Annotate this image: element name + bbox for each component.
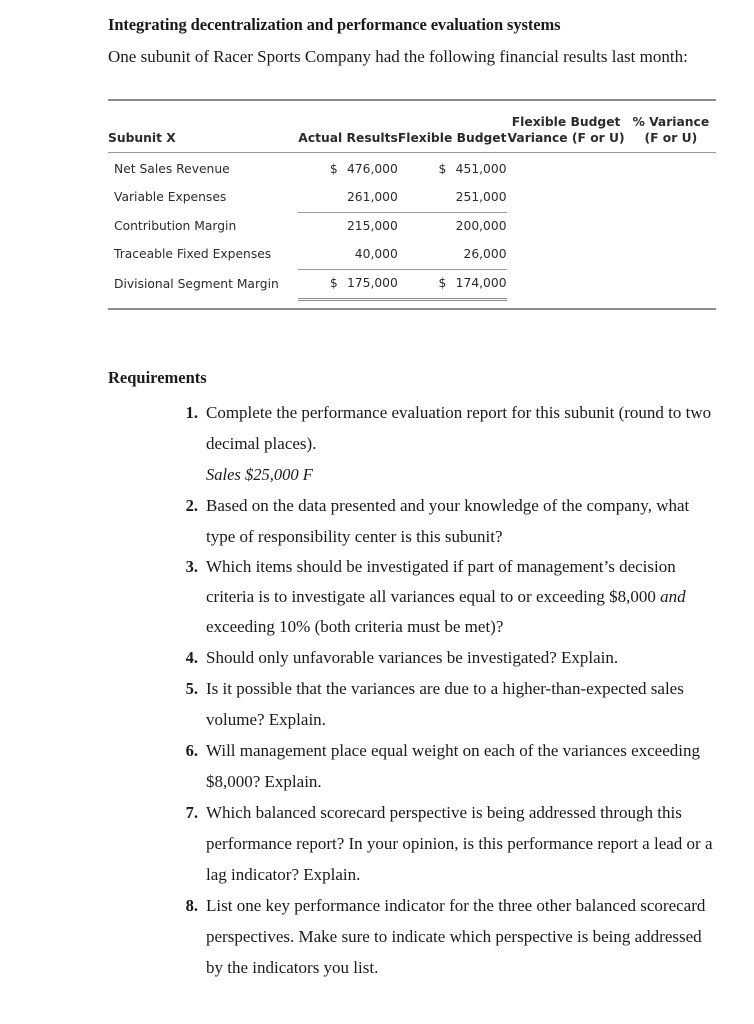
table-header-row bbox=[108, 101, 716, 153]
row-label: Variable Expenses bbox=[114, 190, 227, 205]
requirements-heading: Requirements bbox=[108, 367, 207, 387]
table-row bbox=[108, 184, 716, 213]
cell-value: 26,000 bbox=[463, 247, 507, 261]
cell-flexible-budget-variance bbox=[507, 184, 626, 213]
table-row bbox=[108, 212, 716, 241]
item-number: 8. bbox=[185, 895, 198, 915]
table-bottom-rule bbox=[108, 308, 716, 310]
requirements-list bbox=[108, 397, 716, 983]
currency-symbol: $ bbox=[329, 162, 338, 176]
item-number: 2. bbox=[185, 495, 198, 515]
cell-percent-variance bbox=[626, 241, 716, 270]
cell-value: 251,000 bbox=[455, 190, 507, 204]
column-header-line2: Variance (F or U) bbox=[507, 130, 625, 145]
column-header-percent-variance bbox=[626, 101, 716, 153]
table-row bbox=[108, 269, 716, 299]
cell-flexible-budget bbox=[398, 241, 507, 270]
table-row bbox=[108, 153, 716, 184]
requirement-item-8 bbox=[108, 890, 716, 983]
requirement-item-2 bbox=[108, 490, 716, 552]
cell-flexible-budget bbox=[398, 212, 507, 241]
row-label: Divisional Segment Margin bbox=[114, 276, 279, 291]
column-header-line1: % Variance bbox=[632, 115, 710, 129]
cell-actual-results bbox=[298, 212, 398, 241]
column-header-actual-results: Actual Results bbox=[298, 101, 398, 153]
item-text: Based on the data presented and your knowledge of the company, what type of responsibility center is this subunit? bbox=[206, 495, 690, 546]
cell-actual-results bbox=[298, 241, 398, 270]
item-number: 3. bbox=[185, 556, 198, 576]
requirement-item-1 bbox=[108, 397, 716, 490]
cell-flexible-budget bbox=[398, 184, 507, 213]
column-header-flexible-budget-variance bbox=[507, 101, 626, 153]
item-number: 1. bbox=[185, 402, 198, 422]
item-text: Complete the performance evaluation report for this subunit (round to two decimal places). bbox=[206, 402, 712, 453]
requirement-item-3 bbox=[108, 552, 716, 642]
cell-value: 40,000 bbox=[354, 247, 398, 261]
requirement-item-5 bbox=[108, 673, 716, 735]
requirement-item-4 bbox=[108, 642, 716, 673]
item-text: Should only unfavorable variances be investigated? Explain. bbox=[206, 647, 619, 667]
financial-results-table bbox=[108, 99, 716, 310]
intro-paragraph: One subunit of Racer Sports Company had the following financial results last month: bbox=[108, 47, 688, 66]
requirement-item-7 bbox=[108, 797, 716, 890]
cell-value: 476,000 bbox=[346, 162, 398, 176]
item-text: Will management place equal weight on each of the variances exceeding $8,000? Explain. bbox=[206, 740, 700, 791]
item-text-part2: exceeding 10% (both criteria must be met)? bbox=[206, 616, 504, 636]
item-number: 6. bbox=[185, 740, 198, 760]
column-header-subunit: Subunit X bbox=[108, 101, 298, 153]
cell-flexible-budget-variance bbox=[507, 212, 626, 241]
cell-value: 174,000 bbox=[455, 276, 507, 290]
item-text: Which balanced scorecard perspective is being addressed through this performance report? In your opinion, is this performance report a lead or a lag indicator? Explain. bbox=[206, 802, 713, 884]
column-header-line2: (F or U) bbox=[644, 130, 698, 145]
cell-actual-results bbox=[298, 184, 398, 213]
cell-value: 261,000 bbox=[346, 190, 398, 204]
row-label: Traceable Fixed Expenses bbox=[114, 247, 272, 262]
cell-value: 175,000 bbox=[346, 276, 398, 290]
cell-actual-results bbox=[298, 269, 398, 299]
row-label: Net Sales Revenue bbox=[114, 162, 230, 176]
row-label: Contribution Margin bbox=[114, 218, 237, 233]
cell-percent-variance bbox=[626, 153, 716, 184]
cell-flexible-budget bbox=[398, 269, 507, 299]
cell-value: 215,000 bbox=[346, 219, 398, 233]
item-text: Is it possible that the variances are due to a higher-than-expected sales volume? Explain. bbox=[206, 678, 684, 729]
item-number: 4. bbox=[185, 647, 198, 667]
currency-symbol: $ bbox=[438, 276, 447, 290]
item-text-part1: Which items should be investigated if part of management’s decision criteria is to investigate all variances equal to or exceeding $8,000 bbox=[206, 556, 676, 606]
cell-percent-variance bbox=[626, 184, 716, 213]
item-answer-note: Sales $25,000 F bbox=[206, 464, 313, 484]
item-number: 5. bbox=[185, 678, 198, 698]
column-header-flexible-budget: Flexible Budget bbox=[398, 101, 507, 153]
item-text: List one key performance indicator for the three other balanced scorecard perspectives. Make sure to indicate which perspective is being addressed by the indicators you list. bbox=[206, 895, 706, 977]
cell-percent-variance bbox=[626, 269, 716, 299]
requirement-item-6 bbox=[108, 735, 716, 797]
item-number: 7. bbox=[185, 802, 198, 822]
cell-flexible-budget-variance bbox=[507, 269, 626, 299]
currency-symbol: $ bbox=[329, 276, 338, 290]
cell-flexible-budget-variance bbox=[507, 241, 626, 270]
cell-actual-results bbox=[298, 153, 398, 184]
currency-symbol: $ bbox=[438, 162, 447, 176]
column-header-line1: Flexible Budget bbox=[511, 115, 621, 129]
cell-value: 451,000 bbox=[455, 162, 507, 176]
cell-flexible-budget-variance bbox=[507, 153, 626, 184]
table-row bbox=[108, 241, 716, 270]
cell-flexible-budget bbox=[398, 153, 507, 184]
page-title: Integrating decentralization and performance evaluation systems bbox=[108, 15, 561, 34]
item-text-emphasis: and bbox=[660, 586, 686, 606]
cell-value: 200,000 bbox=[455, 219, 507, 233]
cell-percent-variance bbox=[626, 212, 716, 241]
